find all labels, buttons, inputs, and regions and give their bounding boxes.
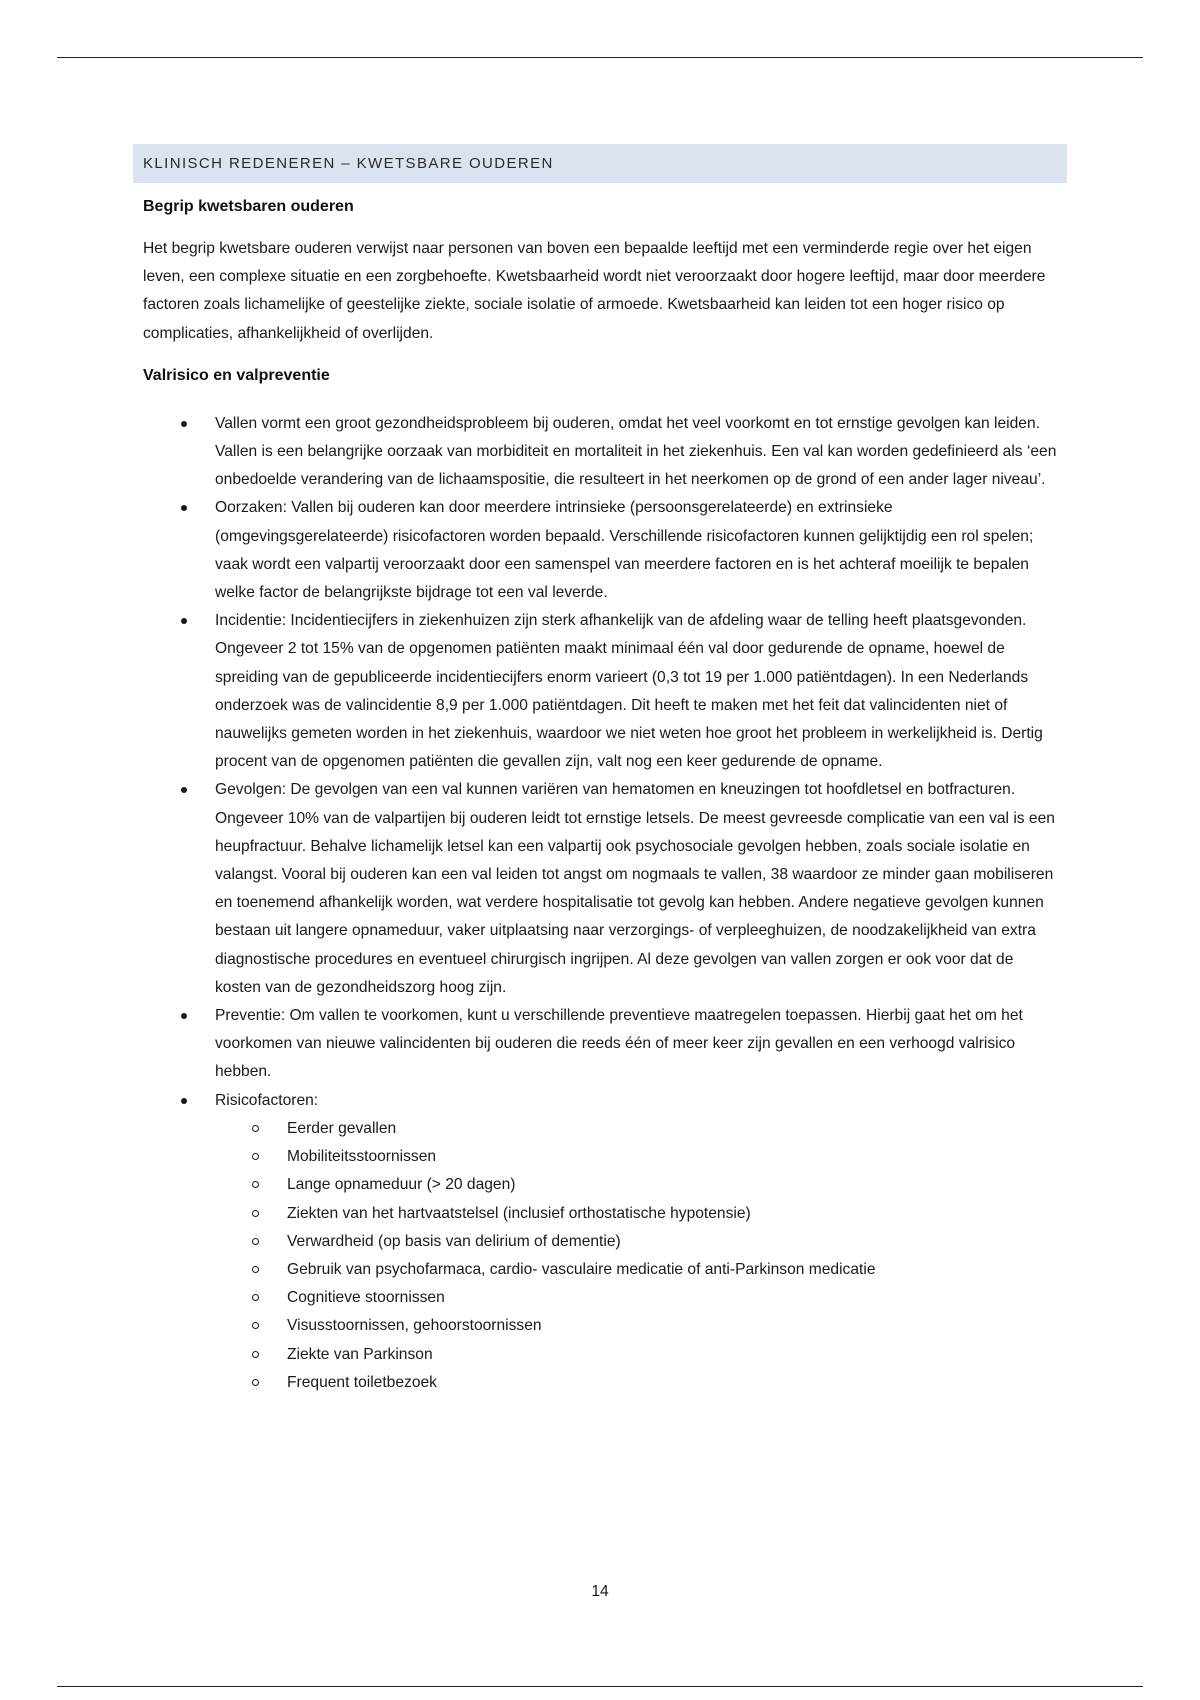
risk-factor-text: Lange opnameduur (> 20 dagen): [287, 1176, 516, 1194]
risk-factor-item: [143, 1200, 1063, 1228]
circle-bullet-icon: [252, 1153, 259, 1160]
heading-valrisico: Valrisico en valpreventie: [143, 366, 330, 384]
circle-bullet-icon: [252, 1125, 259, 1132]
list-item-text: Gevolgen: De gevolgen van een val kunnen variëren van hematomen en kneuzingen tot hoofdletsel en botfracturen. Ongeveer 10% van de valpartijen bij ouderen leidt tot ernstige letsels. De meest gevreesde complicatie van een val is een heupfractuur. Behalve lichamelijk letsel kan een valpartij ook psychosociale gevolgen hebben, zoals sociale isolatie en valangst. Vooral bij ouderen kan een val leiden tot angst om nogmaals te vallen, 38 waardoor ze minder gaan mobiliseren en toenemend afhankelijk worden, wat verdere hospitalisatie tot gevolg kan hebben. Andere negatieve gevolgen kunnen bestaan uit langere opnameduur, vaker uitplaatsing naar verzorgings- of verpleeghuizen, de noodzakelijkheid van extra diagnostische procedures en eventueel chirurgisch ingrijpen. Al deze gevolgen van vallen zorgen er ook voor dat de kosten van de gezondheidszorg hoog zijn.: [215, 781, 1055, 996]
heading-kwetsbare-ouderen: Begrip kwetsbaren ouderen: [143, 198, 354, 215]
risk-factor-item: [143, 1256, 1063, 1284]
circle-bullet-icon: [252, 1379, 259, 1386]
bullet-icon: [181, 505, 187, 511]
risk-factor-text: Mobiliteitsstoornissen: [287, 1148, 437, 1166]
list-item: [143, 1087, 1063, 1115]
bullet-list: [143, 410, 1063, 1115]
risk-factor-item: [143, 1143, 1063, 1171]
list-item: [143, 776, 1063, 1002]
risk-factor-text: Frequent toiletbezoek: [287, 1373, 437, 1391]
page-number: 14: [591, 1583, 609, 1600]
list-item: [143, 410, 1063, 495]
risk-factor-text: Verwardheid (op basis van delirium of dementie): [287, 1232, 621, 1250]
bullet-icon: [181, 1013, 187, 1019]
risk-factor-text: Ziekten van het hartvaatstelsel (inclusief orthostatische hypotensie): [287, 1204, 751, 1222]
top-rule: [57, 57, 1143, 58]
bullet-icon: [181, 1098, 187, 1104]
risk-factor-text: Eerder gevallen: [287, 1119, 397, 1137]
circle-bullet-icon: [252, 1351, 259, 1358]
list-item-text: Vallen vormt een groot gezondheidsprobleem bij ouderen, omdat het veel voorkomt en tot ernstige gevolgen kan leiden. Vallen is een belangrijke oorzaak van morbiditeit en mortaliteit in het ziekenhuis. Een val kan worden gedefinieerd als ‘een onbedoelde verandering van de lichaamspositie, die resulteert in het neerkomen op de grond of een ander lager niveau’.: [215, 414, 1057, 489]
risk-factor-item: [143, 1369, 1063, 1397]
risk-factor-item: [143, 1341, 1063, 1369]
risk-factor-item: [143, 1228, 1063, 1256]
risk-factor-text: Gebruik van psychofarmaca, cardio- vasculaire medicatie of anti-Parkinson medicatie: [287, 1260, 876, 1278]
circle-bullet-icon: [252, 1238, 259, 1245]
bullet-icon: [181, 787, 187, 793]
bullet-icon: [181, 421, 187, 427]
risk-factor-item: [143, 1284, 1063, 1312]
list-item: [143, 607, 1063, 776]
risk-factor-item: [143, 1312, 1063, 1340]
document-body: [143, 193, 1063, 1397]
circle-bullet-icon: [252, 1294, 259, 1301]
list-item-text: Oorzaken: Vallen bij ouderen kan door meerdere intrinsieke (persoonsgerelateerde) en extrinsieke (omgevingsgerelateerde) risicofactoren worden bepaald. Verschillende risicofactoren kunnen gelijktijdig een rol spelen; vaak wordt een valpartij veroorzaakt door een samenspel van meerdere factoren en is het achteraf moeilijk te bepalen welke factor de belangrijkste bijdrage tot een val leverde.: [215, 499, 1034, 602]
risk-factor-text: Ziekte van Parkinson: [287, 1345, 433, 1363]
bottom-rule: [57, 1686, 1143, 1687]
list-item-text: Incidentie: Incidentiecijfers in ziekenhuizen zijn sterk afhankelijk van de afdeling waar de telling heeft plaatsgevonden. Ongeveer 2 tot 15% van de opgenomen patiënten maakt minimaal één val door gedurende de opname, hoewel de spreiding van de gepubliceerde incidentiecijfers enorm varieert (0,3 tot 19 per 1.000 patiëntdagen). In een Nederlands onderzoek was de valincidentie 8,9 per 1.000 patiëntdagen. Dit heeft te maken met het feit dat valincidenten niet of nauwelijks gemeten worden in het ziekenhuis, waardoor we niet weten hoe groot het probleem in werkelijkheid is. Dertig procent van de opgenomen patiënten die gevallen zijn, valt nog een keer gedurende de opname.: [215, 612, 1043, 771]
section-title: KLINISCH REDENEREN – KWETSBARE OUDEREN: [143, 155, 554, 172]
risk-factor-text: Cognitieve stoornissen: [287, 1289, 445, 1307]
circle-bullet-icon: [252, 1266, 259, 1273]
section-banner: [133, 144, 1067, 183]
circle-bullet-icon: [252, 1322, 259, 1329]
risk-factor-item: [143, 1115, 1063, 1143]
paragraph-kwetsbare-ouderen: Het begrip kwetsbare ouderen verwijst naar personen van boven een bepaalde leeftijd met een verminderde regie over het eigen leven, een complexe situatie en een zorgbehoefte. Kwetsbaarheid wordt niet veroorzaakt door hogere leeftijd, maar door meerdere factoren zoals lichamelijke of geestelijke ziekte, sociale isolatie of armoede. Kwetsbaarheid kan leiden tot een hoger risico op complicaties, afhankelijkheid of overlijden.: [143, 240, 1046, 342]
list-item-text: Risicofactoren:: [215, 1091, 319, 1109]
risk-factor-list: [143, 1115, 1063, 1397]
circle-bullet-icon: [252, 1210, 259, 1217]
risk-factor-text: Visusstoornissen, gehoorstoornissen: [287, 1317, 542, 1335]
list-item-text: Preventie: Om vallen te voorkomen, kunt u verschillende preventieve maatregelen toepassen. Hierbij gaat het om het voorkomen van nieuwe valincidenten bij ouderen die reeds één of meer keer zijn gevallen en een verhoogd valrisico hebben.: [215, 1007, 1023, 1081]
bullet-icon: [181, 618, 187, 624]
circle-bullet-icon: [252, 1181, 259, 1188]
list-item: [143, 1002, 1063, 1087]
risk-factor-item: [143, 1171, 1063, 1199]
list-item: [143, 494, 1063, 607]
